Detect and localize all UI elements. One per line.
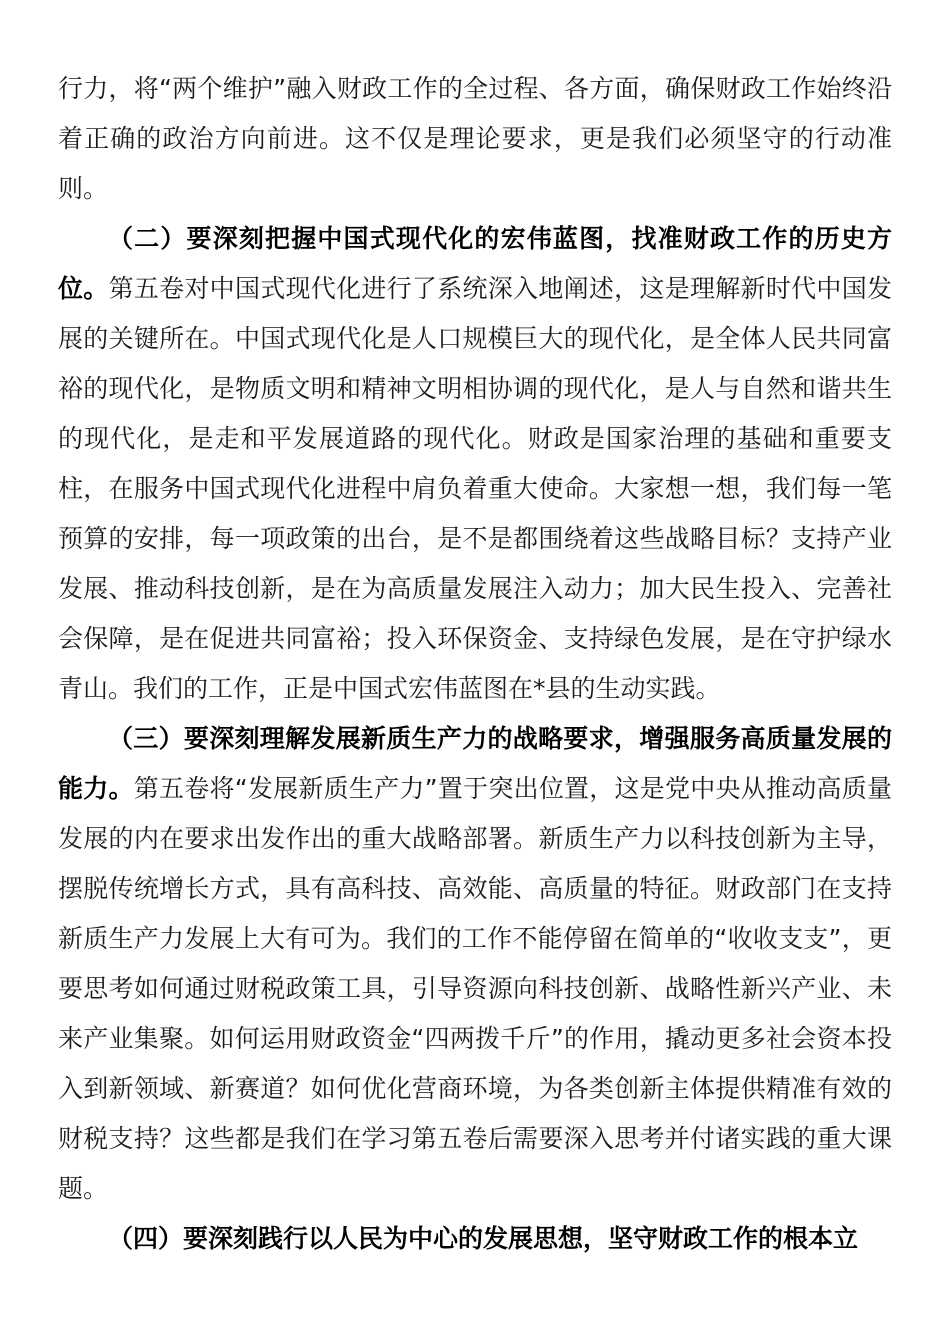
paragraph-1-text: 行力，将“两个维护”融入财政工作的全过程、各方面，确保财政工作始终沿着正确的政治方向前进。这不仅是理论要求，更是我们必须坚守的行动准则。 bbox=[58, 74, 892, 203]
document-body bbox=[58, 64, 892, 1264]
paragraph-3 bbox=[58, 714, 892, 1214]
paragraph-1 bbox=[58, 64, 892, 214]
paragraph-2 bbox=[58, 214, 892, 714]
paragraph-4-heading: （四）要深刻践行以人民为中心的发展思想，坚守财政工作的根本立 bbox=[108, 1224, 859, 1253]
paragraph-2-text: 第五卷对中国式现代化进行了系统深入地阐述，这是理解新时代中国发展的关键所在。中国式现代化是人口规模巨大的现代化，是全体人民共同富裕的现代化，是物质文明和精神文明相协调的现代化，是人与自然和谐共生的现代化，是走和平发展道路的现代化。财政是国家治理的基础和重要支柱，在服务中国式现代化进程中肩负着重大使命。大家想一想，我们每一笔预算的安排，每一项政策的出台，是不是都围绕着这些战略目标？支持产业发展、推动科技创新，是在为高质量发展注入动力；加大民生投入、完善社会保障，是在促进共同富裕；投入环保资金、支持绿色发展，是在守护绿水青山。我们的工作，正是中国式宏伟蓝图在*县的生动实践。 bbox=[58, 274, 892, 703]
paragraph-4 bbox=[58, 1214, 892, 1264]
paragraph-3-text: 第五卷将“发展新质生产力”置于突出位置，这是党中央从推动高质量发展的内在要求出发作出的重大战略部署。新质生产力以科技创新为主导，摆脱传统增长方式，具有高科技、高效能、高质量的特征。财政部门在支持新质生产力发展上大有可为。我们的工作不能停留在简单的“收收支支”，更要思考如何通过财税政策工具，引导资源向科技创新、战略性新兴产业、未来产业集聚。如何运用财政资金“四两拨千斤”的作用，撬动更多社会资本投入到新领域、新赛道？如何优化营商环境，为各类创新主体提供精准有效的财税支持？这些都是我们在学习第五卷后需要深入思考并付诸实践的重大课题。 bbox=[58, 774, 892, 1203]
paragraph-3-heading: （三）要深刻理解发展新质生产力的战略要求，增强服务高质量发展的能力。 bbox=[58, 724, 892, 803]
paragraph-2-heading: （二）要深刻把握中国式现代化的宏伟蓝图，找准财政工作的历史方位。 bbox=[58, 224, 892, 303]
